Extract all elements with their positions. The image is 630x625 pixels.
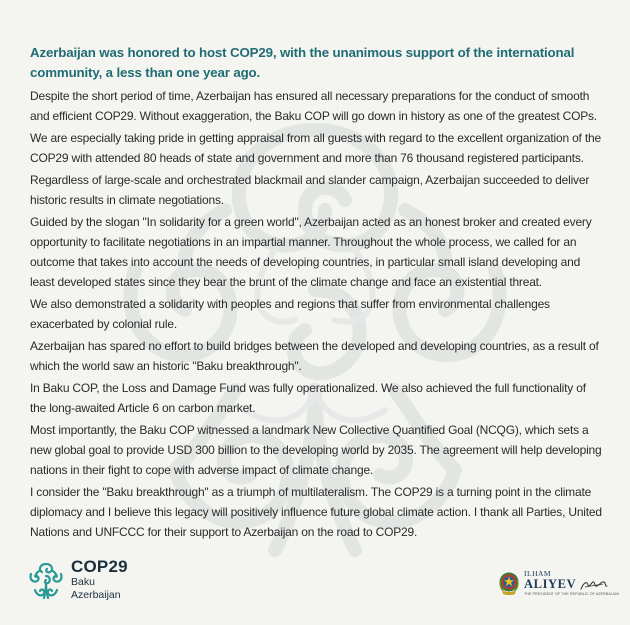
paragraph: Despite the short period of time, Azerbaijan has ensured all necessary preparations for the conduct of smooth and efficient COP29. Without exaggeration, the Baku COP will go down in history as one of the greatest COPs. <box>30 89 597 123</box>
paragraph: We also demonstrated a solidarity with peoples and regions that suffer from environmental challenges exacerbated by colonial rule. <box>30 297 550 331</box>
statement-body <box>30 43 605 544</box>
cop29-logo <box>26 558 128 601</box>
cop29-country: Azerbaijan <box>71 589 121 601</box>
cop29-city: Baku <box>71 576 95 588</box>
cop29-wordmark <box>71 558 128 601</box>
paragraph: Azerbaijan has spared no effort to build bridges between the developed and developing countries, as a result of which the world saw an historic "Baku breakthrough". <box>30 339 599 373</box>
cop29-swirl-logo-icon <box>26 560 66 600</box>
signer-last-row <box>524 578 619 592</box>
signer-name-block <box>524 570 619 596</box>
handwritten-signature-icon <box>579 578 609 592</box>
azerbaijan-emblem-icon <box>498 570 520 596</box>
signer-last-name: ALIYEV <box>524 577 577 592</box>
paragraph: Most importantly, the Baku COP witnessed a landmark New Collective Quantified Goal (NCQG), which sets a new global goal to provide USD 300 billion to the developing world by 2035. The agreement will help developing nations in their fight to cope with adverse impact of climate change. <box>30 423 602 477</box>
paragraph: Guided by the slogan "In solidarity for a green world", Azerbaijan acted as an honest broker and created every opportunity to facilitate negotiations in an impartial manner. Throughout the whole process, we called for an outcome that takes into account the needs of developing countries, in particular small island developing and least developed states since they bear the brunt of the climate change and face an existential threat. <box>30 215 592 289</box>
president-signature-block <box>498 570 619 596</box>
signer-title: THE PRESIDENT OF THE REPUBLIC OF AZERBAIJAN <box>524 591 620 596</box>
paragraph: Regardless of large-scale and orchestrated blackmail and slander campaign, Azerbaijan succeeded to deliver historic results in climate negotiations. <box>30 173 590 207</box>
paragraph: We are especially taking pride in getting appraisal from all guests with regard to the excellent organization of the COP29 with attended 80 heads of state and government and more than 76 thousand registered participants. <box>30 131 601 165</box>
signer-first-name: ILHAM <box>524 569 552 578</box>
cop29-name: COP29 <box>71 557 128 576</box>
headline: Azerbaijan was honored to host COP29, with the unanimous support of the international community, a less than one year ago. <box>30 45 575 80</box>
paragraph: I consider the "Baku breakthrough" as a triumph of multilateralism. The COP29 is a turning point in the climate diplomacy and I believe this legacy will positively influence future global climate action. I thank all Parties, United Nations and UNFCCC for their support to Azerbaijan on the road to COP29. <box>30 485 602 539</box>
paragraph: In Baku COP, the Loss and Damage Fund was fully operationalized. We also achieved the full functionality of the long-awaited Article 6 on carbon market. <box>30 381 586 415</box>
